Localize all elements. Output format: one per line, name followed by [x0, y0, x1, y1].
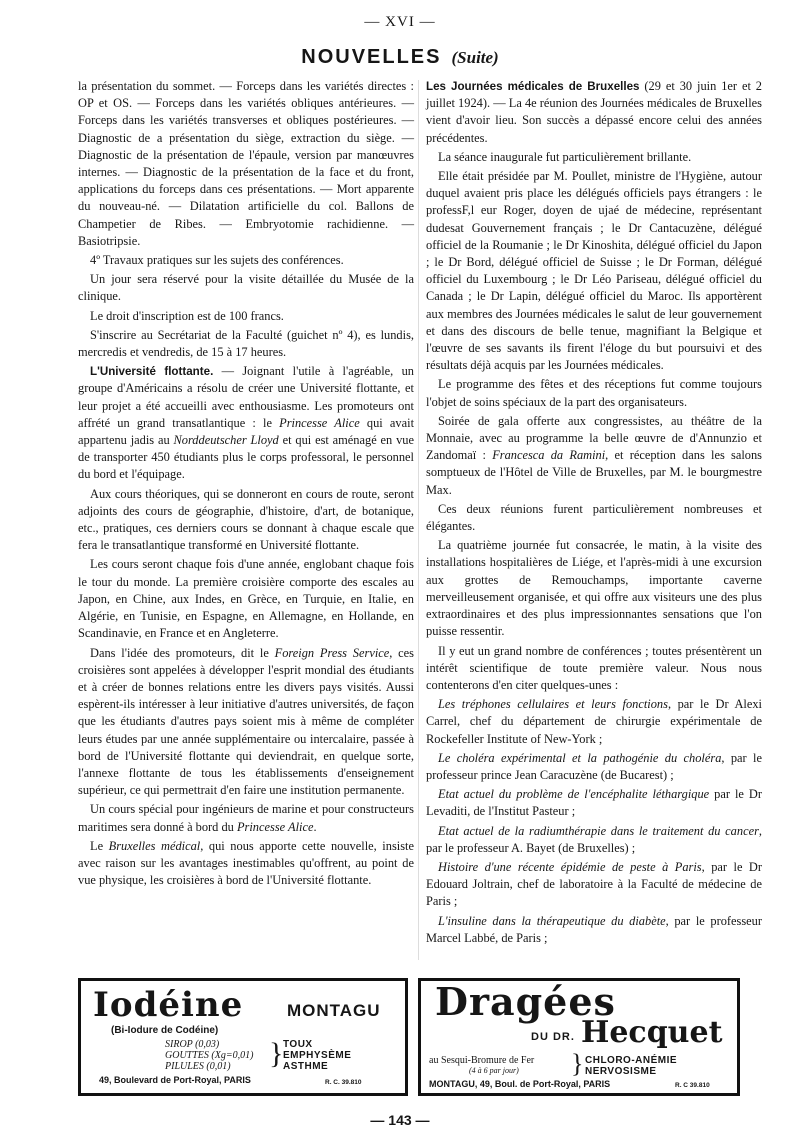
advertisement-dragees	[418, 978, 740, 1096]
ad-indication: CHLORO-ANÉMIE	[585, 1055, 678, 1066]
page-number: — 143 —	[370, 1112, 430, 1128]
paragraph: Les cours seront chaque fois d'une année, englobant chaque fois le tour du monde. La première croisière comporte des escales au Japon, en Chine, aux Indes, en Grèce, en Turquie, en Italie, en Algérie, en Tunisie, en Espagne, en Allemagne, en Hollande, en Scandinavie, en France et en Angleterre.	[78, 557, 414, 641]
ad-subtitle: (Bi-Iodure de Codéine)	[111, 1025, 219, 1036]
ad-address: 49, Boulevard de Port-Royal, PARIS	[99, 1075, 251, 1085]
paragraph: Un jour sera réservé pour la visite détaillée du Musée de la clinique.	[78, 272, 414, 304]
ship-name: Princesse Alice	[236, 819, 314, 834]
paragraph: Elle était présidée par M. Poullet, ministre de l'Hygiène, autour duquel avaient pris place les délégués officiels pays étrangers : le professF,l eur Roger, doyen de ujaé de médecine, représentant dudesat Gouvernement français ; le Dr Cantacuzène, délégué officiel de la Roumanie ; le Dr Kinoshita, délégué officiel du Japon ; le Dr Bord, délégué officiel de Suisse ; le Dr Forman, délégué officiel du Luxembourg ; le Dr Léo Pariseau, délégué officiel du Canada ; le Dr Lapin, délégué officiel du Maroc. Ils apportèrent aux membres des Journées médicales le salut de leur gouvernement et dans des discours de belle tenue, magnifiant la Belgique et l'œuvre de ses savants ils firent l'éloge du but poursuivi et des résultats déjà acquis par les Journées médicales.	[426, 169, 762, 373]
paragraph: Le Bruxelles médical, qui nous apporte cette nouvelle, insiste avec raison sur les avantages inestimables qu'offrent, au point de vue physique, les croisières à bord de l'Université flottante.	[78, 838, 414, 888]
paragraph: Dans l'idée des promoteurs, dit le Foreign Press Service, ces croisières sont appelées à développer l'esprit mondial des étudiants et à créer de bonnes relations entre les divers pays visités. Aussi espèrent-ils intéresser à leur initiative d'autres universités, de façon que les étudiants d'autres pays soient mis à même de compléter leurs études par une année supplémentaire ou intercalaire, passée à bord de l'Université flottante qui deviendrait, en quelque sorte, l'annexe flottante de tous les établissements d'enseignement supérieur, ce qui permettrait d'en faire une institution permanente.	[78, 645, 415, 798]
work-title: Francesca da Ramini	[492, 448, 606, 463]
ad-indication: NERVOSISME	[585, 1066, 657, 1077]
article-journees-medicales: Les Journées médicales de Bruxelles (29 et 30 juin 1er et 2 juillet 1924). — La 4e réunion des Journées médicales de Bruxelles vient d'avoir lieu. Son succès a dépassé encore celui des années précédentes.	[426, 79, 762, 145]
paragraph: Aux cours théoriques, qui se donneront en cours de route, seront adjoints des cours de géographie, d'histoire, d'art, de botanique, etc., pratiques, ces derniers cours se donnant à chaque escale que fera le transatlantique transformé en Université flottante.	[78, 486, 414, 553]
conference-title: L'insuline dans la thérapeutique du diabète	[438, 913, 666, 928]
column-divider	[418, 80, 419, 960]
paragraph: Un cours spécial pour ingénieurs de marine et pour constructeurs maritimes sera donné à bord du Princesse Alice.	[78, 802, 414, 834]
brace-glyph: }	[269, 1037, 284, 1070]
paragraph: Le programme des fêtes et des réceptions fut comme toujours l'objet de soins spéciaux de la part des organisateurs.	[426, 377, 762, 409]
conference-item: Etat actuel du problème de l'encéphalite léthargique par le Dr Levaditi, de l'Institut Pasteur ;	[426, 787, 762, 819]
ad-rc: R. C 39.810	[675, 1082, 710, 1089]
ad-product-name: Dragées	[435, 979, 616, 1024]
ad-form: GOUTTES (Xg=0,01)	[165, 1050, 254, 1061]
ad-dosage: (4 à 6 par jour)	[469, 1066, 519, 1075]
ad-indications	[283, 1039, 351, 1072]
running-head: — XVI —	[364, 14, 436, 30]
article-heading: Les Journées médicales de Bruxelles	[426, 80, 640, 93]
paragraph: Il y eut un grand nombre de conférences ; toutes présentèrent un intérêt scientifique de toute première valeur. Nous nous contenterons d'en citer quelques-unes :	[426, 643, 762, 692]
brace-glyph: }	[571, 1049, 584, 1078]
section-title-sub: (Suite)	[451, 48, 499, 67]
paragraph: La quatrième journée fut consacrée, le matin, à la visite des installations hospitalières de Liége, et l'après-midi à une excursion aux grottes de Remouchamps, importante caverne merveilleusement organisée, et qui offre aux visiteurs une des plus extraordinaires et des plus impressionnantes sensations que l'on puisse ressentir.	[426, 538, 762, 639]
ad-forms	[165, 1039, 253, 1072]
conference-title: Etat actuel du problème de l'encéphalite léthargique	[438, 787, 710, 802]
ad-form: SIROP (0,03)	[165, 1039, 220, 1050]
paragraph: S'inscrire au Secrétariat de la Faculté (guichet nº 4), es lundis, mercredis et vendredis, de 15 à 17 heures.	[78, 327, 414, 360]
ad-brand: Hecquet	[581, 1015, 723, 1050]
conference-item: Histoire d'une récente épidémie de peste à Paris, par le Dr Edouard Joltrain, chef de laboratoire à la Faculté de médecine de Paris ;	[426, 859, 762, 909]
source-name: Foreign Press Service	[274, 645, 390, 660]
ad-du: DU DR.	[531, 1031, 575, 1043]
section-title	[0, 46, 800, 69]
conference-title: Histoire d'une récente épidémie de peste à Paris	[438, 859, 702, 874]
article-universite-flottante: L'Université flottante. — Joignant l'utile à l'agréable, un groupe d'Américains a résolu de créer une Université flottante, et leur projet a été accueilli avec enthousiasme. Les promoteurs ont affrété un grand transatlantique : le Princesse Alice qui avait appartenu jadis au Norddeutscher Lloyd et qui est aménagé en vue de transporter 450 étudiants plus le corps professoral, le personnel du bord et l'équipage.	[78, 364, 415, 482]
ad-composition: au Sesqui-Bromure de Fer	[429, 1055, 535, 1066]
paragraph: Ces deux réunions furent particulièrement nombreuses et élégantes.	[426, 501, 762, 534]
paragraph: La séance inaugurale fut particulièrement brillante.	[438, 149, 692, 164]
conference-item: L'insuline dans la thérapeutique du diabète, par le professeur Marcel Labbé, de Paris ;	[426, 913, 762, 945]
ship-name: Princesse Alice	[279, 415, 360, 430]
advertisement-iodeine	[78, 978, 408, 1096]
journal-name: Bruxelles médical	[108, 838, 201, 853]
conference-item: Etat actuel de la radiumthérapie dans le traitement du cancer, par le professeur A. Bayet (de Bruxelles) ;	[426, 823, 762, 855]
conference-title: Les tréphones cellulaires et leurs fonctions	[438, 697, 668, 712]
article-heading: L'Université flottante.	[90, 365, 214, 379]
ad-product-name: Iodéine	[93, 985, 244, 1025]
section-title-main: NOUVELLES	[301, 46, 442, 68]
ad-indication: EMPHYSÈME	[283, 1050, 352, 1061]
conference-title: Etat actuel de la radiumthérapie dans le traitement du cancer	[438, 823, 759, 838]
ad-indications	[585, 1055, 677, 1077]
conference-item: Les tréphones cellulaires et leurs fonctions, par le Dr Alexi Carrel, chef du département de chirurgie expérimentale de Rockefeller Institute of New-York ;	[426, 697, 762, 746]
ad-form: PILULES (0,01)	[165, 1061, 231, 1072]
paragraph: Le droit d'inscription est de 100 francs.	[90, 308, 284, 323]
ad-rc: R. C. 39.810	[325, 1079, 362, 1086]
ad-address: MONTAGU, 49, Boul. de Port-Royal, PARIS	[429, 1079, 611, 1089]
paragraph: la présentation du sommet. — Forceps dans les variétés directes : OP et OS. — Forceps dans les variétés obliques antérieures. — Forceps dans les variétés transverses et obliques postérieures. — Diagnostic de a présentation du siège, extraction du siège. — Diagnostic de la présentation de l'épaule, version par manœuvres internes. — Diagnostic de la présentation de la face et du front, applications du forceps dans ces présentations. — Mort apparente du nouveau-né. — Dilatation artificielle du col. Ballons de Champetier de Ribes. — Embryotomie rachidienne. — Basiotripsie.	[78, 79, 414, 248]
company-name: Norddeutscher Lloyd	[173, 433, 279, 448]
conference-item: Le choléra expérimental et la pathogénie du choléra, par le professeur prince Jean Caracuzène (de Bucarest) ;	[426, 750, 762, 782]
right-column	[426, 78, 762, 947]
ad-brand: MONTAGU	[287, 1001, 381, 1020]
ad-indication: ASTHME	[283, 1061, 329, 1072]
paragraph: Soirée de gala offerte aux congressistes, au théâtre de la Monnaie, avec au programme la belle œuvre de d'Annunzio et Zandomaï : Francesca da Ramini, et réception dans les salons somptueux de l'Hôtel de Ville de Bruxelles, par M. le bourgmestre Max.	[426, 413, 763, 497]
left-column	[78, 78, 414, 889]
ad-indication: TOUX	[283, 1039, 313, 1050]
paragraph: 4º Travaux pratiques sur les sujets des conférences.	[90, 253, 344, 268]
conference-title: Le choléra expérimental et la pathogénie du choléra	[438, 750, 722, 765]
